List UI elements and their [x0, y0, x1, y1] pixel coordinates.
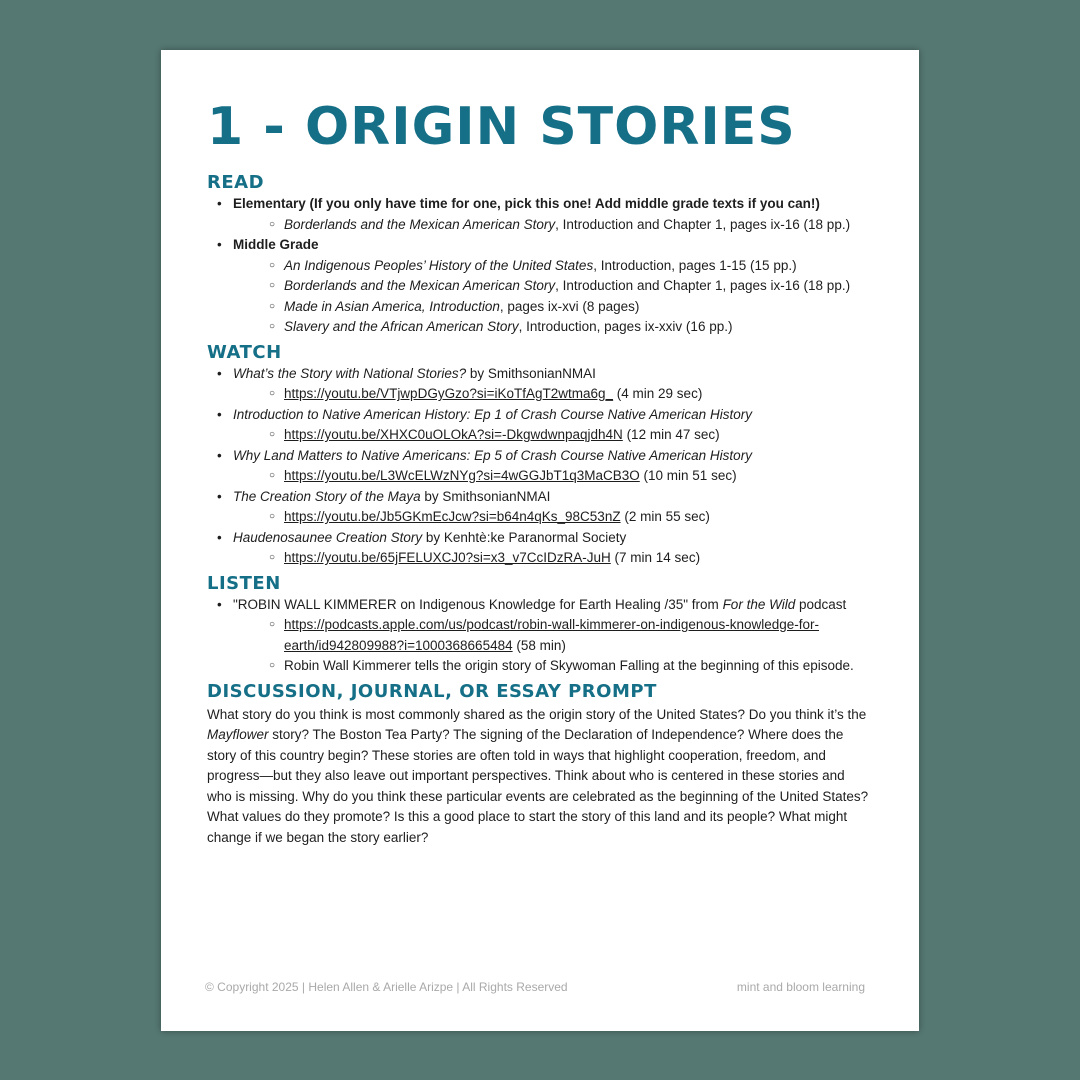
book-details: , pages ix-xvi (8 pages)	[499, 298, 640, 314]
read-level-middle	[207, 235, 872, 338]
podcast-link-line2: earth/id942809988?i=1000368665484	[284, 637, 513, 653]
book-details: , Introduction and Chapter 1, pages ix-16 (18 pp.)	[555, 216, 851, 232]
video-item	[207, 364, 872, 405]
book-details: , Introduction, pages ix-xxiv (16 pp.)	[518, 319, 733, 334]
prompt-text-italic: Mayflower	[207, 727, 269, 742]
video-link[interactable]: https://youtu.be/Jb5GKmEcJcw?si=b64n4qKs_98C53nZ	[284, 509, 621, 524]
video-link-item	[233, 507, 872, 528]
video-item	[207, 446, 872, 487]
read-level-elementary	[207, 194, 872, 235]
book-title: Slavery and the African American Story	[284, 319, 519, 334]
video-title: What’s the Story with National Stories?	[233, 365, 467, 381]
video-links	[233, 507, 872, 528]
video-link-item	[233, 548, 872, 569]
video-item	[207, 487, 872, 528]
prompt-text-start: What story do you think is most commonly shared as the origin story of the United States? Do you think it’s the	[207, 706, 867, 722]
video-link[interactable]: https://youtu.be/XHXC0uOLOkA?si=-Dkgwdwnpaqjdh4N	[284, 427, 623, 442]
watch-heading: WATCH	[207, 341, 282, 363]
book-details: , Introduction and Chapter 1, pages ix-16 (18 pp.)	[555, 278, 851, 293]
page-content	[207, 94, 872, 848]
video-item	[207, 405, 872, 446]
copyright-text: © Copyright 2025 | Helen Allen & Arielle Arizpe | All Rights Reserved	[205, 980, 568, 994]
podcast-title: "ROBIN WALL KIMMERER on Indigenous Knowledge for Earth Healing /35" from	[233, 596, 723, 612]
podcast-link-line1: https://podcasts.apple.com/us/podcast/robin-wall-kimmerer-on-indigenous-knowledge-for-	[284, 617, 819, 632]
video-duration: (2 min 55 sec)	[620, 509, 710, 524]
video-duration: (10 min 51 sec)	[639, 468, 737, 483]
discussion-heading: DISCUSSION, JOURNAL, OR ESSAY PROMPT	[207, 680, 657, 702]
book-title: Borderlands and the Mexican American Story	[284, 216, 556, 232]
page-footer	[205, 980, 865, 994]
podcast-details	[233, 615, 872, 677]
worksheet-page	[161, 50, 919, 1031]
video-link-item	[233, 425, 872, 446]
listen-heading: LISTEN	[207, 572, 281, 594]
book-item	[233, 276, 872, 297]
book-title: An Indigenous Peoples’ History of the United States	[284, 257, 594, 273]
brand-text: mint and bloom learning	[736, 980, 865, 994]
video-link[interactable]: https://youtu.be/65jFELUXCJ0?si=x3_v7CcIDzRA-JuH	[284, 550, 611, 565]
listen-list	[207, 595, 872, 677]
podcast-suffix: podcast	[795, 596, 847, 612]
middle-books	[233, 256, 872, 338]
discussion-prompt	[207, 705, 872, 849]
video-duration: (7 min 14 sec)	[610, 550, 701, 565]
page-title: 1 - ORIGIN STORIES	[207, 97, 796, 157]
read-list	[207, 194, 872, 338]
prompt-text-end: story? The Boston Tea Party? The signing of the Declaration of Independence? Where does the story of this country begin? These stories are often told in ways that highlight cooperation, freedom, and progress—but they also leave out important perspectives. Think about who is centered in these stories and who is missing. Why do you think these particular events are celebrated as the beginning of the United States? What values do they promote? Is this a good place to start the story of this land and its people? What might change if we began the story earlier?	[207, 727, 869, 845]
book-title: Made in Asian America, Introduction	[284, 298, 500, 314]
podcast-note: ○ Robin Wall Kimmerer tells the origin story of Skywoman Falling at the beginning of this episode.	[233, 656, 872, 677]
video-link[interactable]: https://youtu.be/L3WcELWzNYg?si=4wGGJbT1q3MaCB3O	[284, 468, 640, 483]
discussion-section	[207, 681, 872, 849]
podcast-link-item	[233, 615, 872, 656]
podcast-duration: (58 min)	[512, 637, 566, 653]
video-author: by SmithsonianNMAI	[466, 365, 596, 381]
video-title: Haudenosaunee Creation Story	[233, 529, 423, 545]
video-duration: (12 min 47 sec)	[622, 427, 720, 442]
video-link[interactable]: https://youtu.be/VTjwpDGyGzo?si=iKoTfAgT2wtma6g_	[284, 386, 614, 401]
video-duration: (4 min 29 sec)	[613, 386, 703, 401]
video-links	[233, 425, 872, 446]
video-links	[233, 548, 872, 569]
elementary-books	[233, 215, 872, 236]
book-details: , Introduction, pages 1-15 (15 pp.)	[593, 257, 797, 273]
video-links	[233, 384, 872, 405]
video-author: by SmithsonianNMAI	[420, 488, 551, 504]
watch-section	[207, 342, 872, 569]
listen-section	[207, 573, 872, 677]
podcast-item	[207, 595, 872, 677]
level-label: Middle Grade	[233, 237, 319, 252]
video-link-item	[233, 384, 872, 405]
podcast-source: For the Wild	[722, 596, 796, 612]
video-item	[207, 528, 872, 569]
read-section	[207, 172, 872, 338]
video-links	[233, 466, 872, 487]
video-link-item	[233, 466, 872, 487]
book-item	[233, 317, 872, 338]
read-heading: READ	[207, 172, 265, 193]
book-title: Borderlands and the Mexican American Story	[284, 278, 556, 293]
book-item	[233, 297, 872, 318]
video-title: The Creation Story of the Maya	[233, 488, 421, 504]
level-label: Elementary (If you only have time for one, pick this one! Add middle grade texts if you can!)	[233, 196, 820, 211]
video-title: Introduction to Native American History: Ep 1 of Crash Course Native American History	[233, 406, 752, 422]
video-title: Why Land Matters to Native Americans: Ep 5 of Crash Course Native American History	[233, 447, 752, 463]
video-author: by Kenhtè:ke Paranormal Society	[422, 529, 627, 545]
watch-list	[207, 364, 872, 569]
book-item	[233, 215, 872, 236]
book-item	[233, 256, 872, 277]
